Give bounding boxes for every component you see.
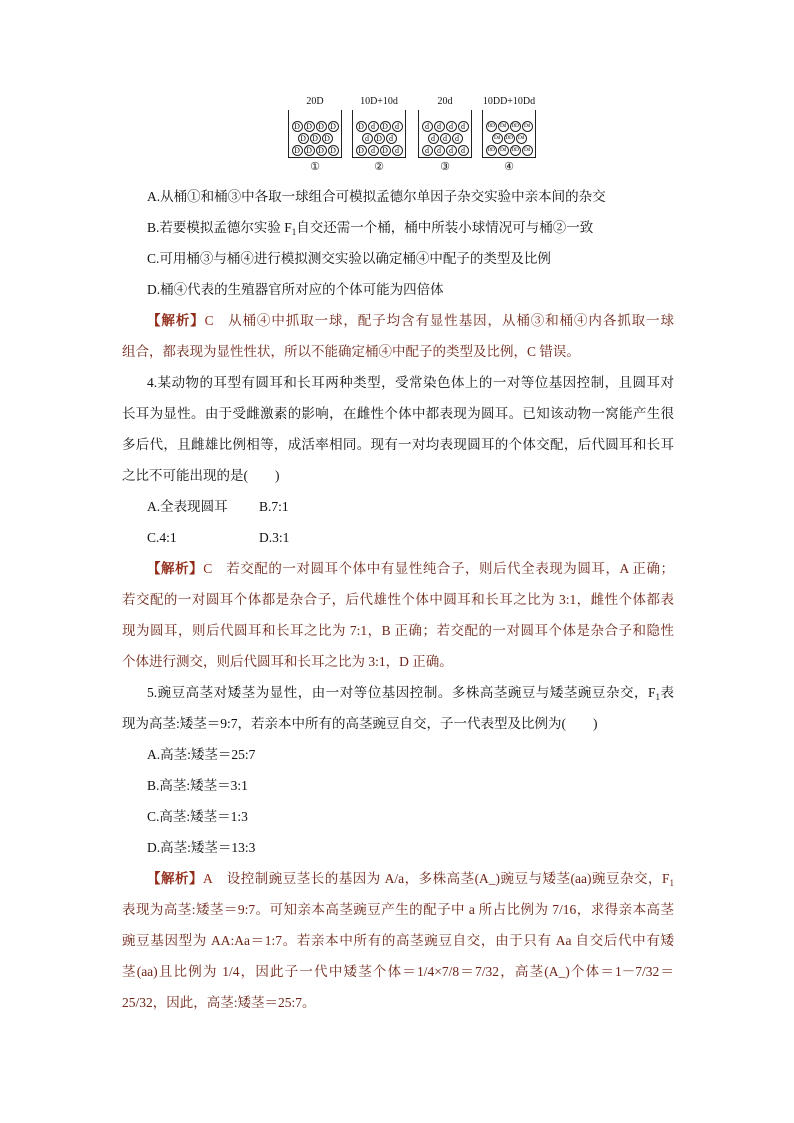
option-c: C.4:1	[147, 530, 177, 545]
analysis-line: 表现为高茎:矮茎＝9:7。可知亲本高茎豌豆产生的配子中 a 所占比例为 7/16，求得亲本高茎	[122, 902, 674, 917]
ball: D	[374, 133, 385, 144]
stem-text: 5.豌豆高茎对矮茎为显性，由一对等位基因控制。多株高茎豌豆与矮茎豌豆杂交，F	[147, 685, 656, 700]
ball-row	[483, 120, 535, 132]
ball: d	[428, 133, 439, 144]
analysis-line: 个体进行测交，则后代圆耳和长耳之比为 3:1，D 正确。	[122, 654, 453, 669]
option-b-text: B.若要模拟孟德尔实验 F	[147, 220, 292, 235]
bucket-label: 10DD+10Dd	[482, 96, 536, 107]
option-b: B.高茎:矮茎＝3:1	[147, 778, 248, 793]
ball: d	[440, 133, 451, 144]
analysis-text: 设控制豌豆茎长的基因为 A/a，多株高茎(A_)豌豆与矮茎(aa)豌豆杂交，F	[226, 871, 670, 886]
text-body	[122, 181, 674, 1018]
option-c: C.高茎:矮茎＝1:3	[147, 809, 248, 824]
ball: D	[316, 121, 327, 132]
question-4-stem-line: 4.某动物的耳型有圆耳和长耳两种类型，受常染色体上的一对等位基因控制，且圆耳对	[147, 375, 674, 390]
bucket-label: 20d	[437, 96, 453, 107]
ball-row	[353, 144, 405, 156]
ball: D	[380, 145, 391, 156]
ball: D	[380, 121, 391, 132]
analysis-line	[122, 553, 674, 584]
ball: D	[316, 145, 327, 156]
ball-row	[419, 120, 471, 132]
ball-row	[289, 120, 341, 132]
ball: d	[434, 121, 445, 132]
option-b-text-rest: 自交还需一个桶，桶中所装小球情况可与桶②一致	[296, 220, 594, 235]
ball: DD	[504, 133, 515, 144]
bucket-number: ③	[440, 161, 450, 173]
ball: D	[292, 145, 303, 156]
ball: D	[356, 145, 367, 156]
option-a: A.从桶①和桶③中各取一球组合可模拟孟德尔单因子杂交实验中亲本间的杂交	[147, 189, 606, 204]
ball: D	[322, 133, 333, 144]
ball: d	[446, 121, 457, 132]
option-c: C.可用桶③与桶④进行模拟测交实验以确定桶④中配子的类型及比例	[147, 251, 551, 266]
option-row	[122, 522, 674, 553]
question-4-stem-line: 长耳为显性。由于受雌激素的影响，在雌性个体中都表现为圆耳。已知该动物一窝能产生很	[122, 406, 674, 421]
ball: D	[292, 121, 303, 132]
ball: d	[392, 121, 403, 132]
bucket-number: ④	[504, 161, 514, 173]
option-row	[122, 491, 674, 522]
subscript: 1	[291, 227, 297, 237]
ball: DD	[486, 145, 497, 156]
analysis-line	[122, 305, 674, 336]
bucket-number: ②	[374, 161, 384, 173]
ball: D	[304, 121, 315, 132]
option-d: D.3:1	[259, 530, 290, 545]
option-b: B.7:1	[259, 499, 289, 514]
ball: DD	[510, 145, 521, 156]
bucket-3	[418, 96, 472, 176]
bucket-body	[482, 110, 536, 158]
ball: d	[368, 121, 379, 132]
bucket-body	[418, 110, 472, 158]
analysis-text: 若交配的一对圆耳个体中有显性纯合子，则后代全表现为圆耳，A 正确；	[225, 561, 674, 576]
analysis-tag: 【解析】	[147, 871, 203, 886]
analysis-tag: 【解析】	[147, 561, 204, 576]
ball: d	[362, 133, 373, 144]
ball: D	[304, 145, 315, 156]
bucket-figure	[288, 96, 538, 176]
ball: Dd	[522, 145, 533, 156]
question-4-stem-line: 之比不可能出现的是( )	[122, 468, 280, 483]
ball: D	[328, 145, 339, 156]
ball: d	[452, 133, 463, 144]
subscript: 1	[669, 878, 675, 888]
ball: D	[310, 133, 321, 144]
question-5-stem-line: 现为高茎:矮茎＝9:7，若亲本中所有的高茎豌豆自交，子一代表型及比例为( )	[122, 716, 598, 731]
ball: d	[422, 145, 433, 156]
ball-row	[289, 132, 341, 144]
ball: d	[458, 145, 469, 156]
ball-row	[353, 120, 405, 132]
ball: DD	[486, 121, 497, 132]
ball: d	[458, 121, 469, 132]
analysis-line: 组合，都表现为显性性状，所以不能确定桶④中配子的类型及比例，C 错误。	[122, 344, 580, 359]
option-b	[122, 212, 674, 243]
bucket-body	[352, 110, 406, 158]
bucket-4	[482, 96, 536, 176]
question-5-stem-line	[122, 677, 674, 708]
option-a: A.高茎:矮茎＝25:7	[147, 747, 256, 762]
ball-row	[419, 132, 471, 144]
ball: d	[446, 145, 457, 156]
bucket-label: 20D	[306, 96, 324, 107]
analysis-line: 豌豆基因型为 AA:Aa＝1:7。若亲本中所有的高茎豌豆自交，由于只有 Aa 自交后代中有矮	[122, 933, 674, 948]
ball: DD	[510, 121, 521, 132]
stem-text-rest: 表	[659, 685, 674, 700]
ball: d	[434, 145, 445, 156]
bucket-body	[288, 110, 342, 158]
ball: Dd	[516, 133, 527, 144]
ball: D	[328, 121, 339, 132]
ball-row	[483, 144, 535, 156]
bucket-2	[352, 96, 406, 176]
question-4-stem-line: 多后代，且雌雄比例相等，成活率相同。现有一对均表现圆耳的个体交配，后代圆耳和长耳	[122, 437, 674, 452]
analysis-tag: 【解析】	[147, 313, 205, 328]
ball-row	[483, 132, 535, 144]
ball: d	[392, 145, 403, 156]
ball: D	[298, 133, 309, 144]
option-a: A.全表现圆耳	[147, 499, 228, 514]
ball: d	[386, 133, 397, 144]
subscript: 1	[655, 692, 660, 702]
analysis-answer: C	[204, 313, 214, 328]
ball: Dd	[498, 145, 509, 156]
bucket-label: 10D+10d	[360, 96, 398, 107]
analysis-line	[122, 863, 674, 894]
option-d: D.高茎:矮茎＝13:3	[147, 840, 256, 855]
analysis-answer: C	[203, 561, 213, 576]
analysis-line: 现为圆耳，则后代圆耳和长耳之比为 7:1，B 正确；若交配的一对圆耳个体是杂合子和隐性	[122, 623, 674, 638]
analysis-line: 25/32，因此，高茎:矮茎＝25:7。	[122, 995, 316, 1010]
analysis-line: 若交配的一对圆耳个体都是杂合子，后代雄性个体中圆耳和长耳之比为 3:1，雌性个体都表	[122, 592, 674, 607]
ball: Dd	[522, 121, 533, 132]
bucket-number: ①	[310, 161, 320, 173]
ball-row	[289, 144, 341, 156]
option-d: D.桶④代表的生殖器官所对应的个体可能为四倍体	[147, 282, 444, 297]
ball: d	[368, 145, 379, 156]
ball: D	[356, 121, 367, 132]
ball: Dd	[492, 133, 503, 144]
ball: Dd	[498, 121, 509, 132]
analysis-answer: A	[203, 871, 213, 886]
ball-row	[419, 144, 471, 156]
bucket-1	[288, 96, 342, 176]
ball-row	[353, 132, 405, 144]
analysis-line: 茎(aa)且比例为 1/4，因此子一代中矮茎个体＝1/4×7/8＝7/32，高茎(A_)个体＝1－7/32＝	[122, 964, 674, 979]
analysis-text: 从桶④中抓取一球，配子均含有显性基因，从桶③和桶④内各抓取一球	[227, 313, 674, 328]
ball: d	[422, 121, 433, 132]
